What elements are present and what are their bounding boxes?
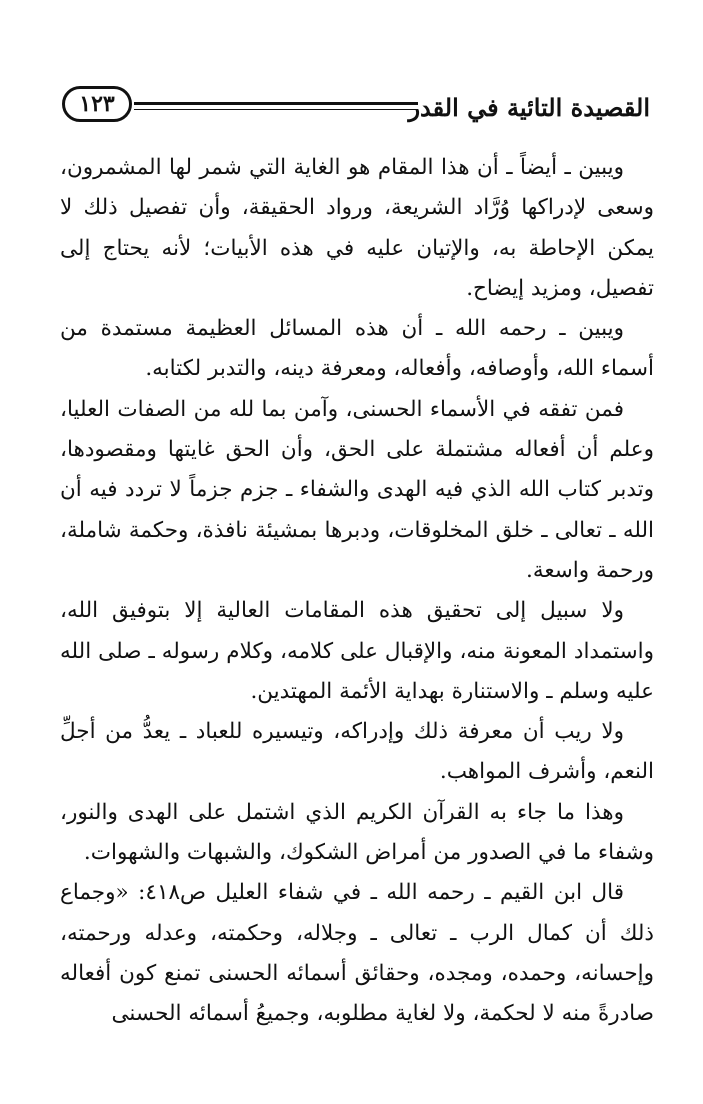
running-header xyxy=(60,86,650,134)
paragraph: فمن تفقه في الأسماء الحسنى، وآمن بما لله من الصفات العليا، وعلم أن أفعاله مشتملة على الحق، وأن الحق غايتها ومقصودها، وتدبر كتاب الله الذي فيه الهدى والشفاء ـ جزم جزماً لا تردد فيه أن الله ـ تعالى ـ خلق المخلوقات، ودبرها بمشيئة نافذة، وحكمة شاملة، ورحمة واسعة. xyxy=(60,396,654,583)
paragraph: ولا ريب أن معرفة ذلك وإدراكه، وتيسيره للعباد ـ يعدُّ من أجلِّ النعم، وأشرف المواهب. xyxy=(60,719,654,785)
paragraph: وهذا ما جاء به القرآن الكريم الذي اشتمل على الهدى والنور، وشفاء ما في الصدور من أمراض الشكوك، والشبهات والشهوات. xyxy=(60,799,654,866)
page-number-badge: ١٢٣ xyxy=(62,86,132,122)
paragraph: ويبين ـ أيضاً ـ أن هذا المقام هو الغاية التي شمر لها المشمرون، وسعى لإدراكها وُرَّاد الشريعة، ورواد الحقيقة، وأن تفصيل ذلك لا يمكن الإحاطة به، والإتيان عليه في هذه الأبيات؛ لأنه يحتاج إلى تفصيل، ومزيد إيضاح. xyxy=(60,155,654,301)
body-text xyxy=(60,148,654,1035)
header-rule xyxy=(134,102,418,110)
paragraph: ويبين ـ رحمه الله ـ أن هذه المسائل العظيمة مستمدة من أسماء الله، وأوصافه، وأفعاله، ومعرفة دينه، والتدبر لكتابه. xyxy=(60,316,654,382)
paragraph: قال ابن القيم ـ رحمه الله ـ في شفاء العليل ص٤١٨: «وجماع ذلك أن كمال الرب ـ تعالى ـ وجلاله، وحكمته، وعدله ورحمته، وإحسانه، وحمده، ومجده، وحقائق أسمائه الحسنى تمنع كون أفعاله صادرةً منه لا لحكمة، ولا لغاية مطلوبه، وجميعُ أسمائه الحسنى xyxy=(60,880,654,1027)
paragraph: ولا سبيل إلى تحقيق هذه المقامات العالية إلا بتوفيق الله، واستمداد المعونة منه، والإقبال على كلامه، وكلام رسوله ـ صلى الله عليه وسلم ـ والاستنارة بهداية الأئمة المهتدين. xyxy=(60,598,654,704)
header-title: القصيدة التائية في القدر xyxy=(408,93,650,122)
